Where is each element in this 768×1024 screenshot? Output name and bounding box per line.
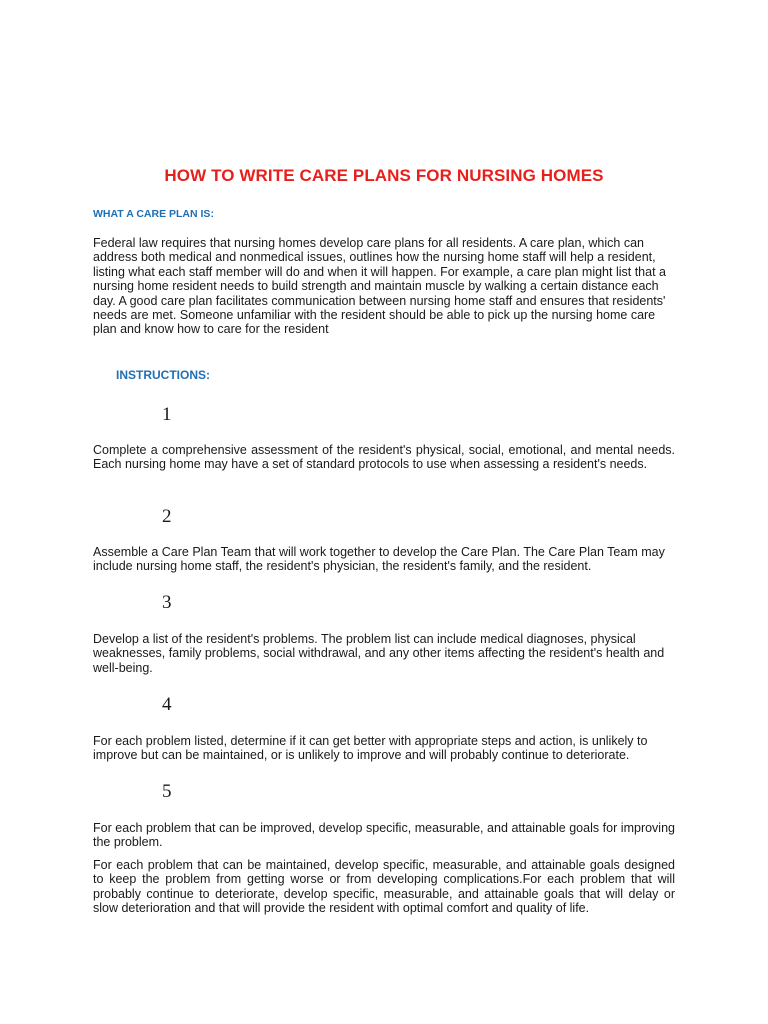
document-title: HOW TO WRITE CARE PLANS FOR NURSING HOMES <box>164 166 604 185</box>
step-text-5a: For each problem that can be improved, develop specific, measurable, and attainable goals for improving the problem. <box>93 821 675 850</box>
step-number-3: 3 <box>162 592 172 613</box>
intro-paragraph: Federal law requires that nursing homes develop care plans for all residents. A care plan, which can address both medical and nonmedical issues, outlines how the nursing home staff will help a resident, listing what each staff member will do and when it will happen. For example, a care plan might list that a nursing home resident needs to build strength and maintain muscle by walking a certain distance each day. A good care plan facilitates communication between nursing home staff and ensures that residents' needs are met. Someone unfamiliar with the resident should be able to pick up the nursing home care plan and know how to care for the resident <box>93 236 666 337</box>
step-number-1: 1 <box>162 404 172 425</box>
step-text-3: Develop a list of the resident's problems. The problem list can include medical diagnoses, physical weaknesses, family problems, social withdrawal, and any other items affecting the resident's health and well-being. <box>93 632 665 675</box>
step-text-2: Assemble a Care Plan Team that will work together to develop the Care Plan. The Care Plan Team may include nursing home staff, the resident's physician, the resident's family, and the resident. <box>93 545 665 574</box>
step-text-1: Complete a comprehensive assessment of the resident's physical, social, emotional, and mental needs. Each nursing home may have a set of standard protocols to use when assessing a resident's needs. <box>93 443 675 472</box>
section-heading-instructions: INSTRUCTIONS: <box>116 368 210 382</box>
step-number-4: 4 <box>162 694 172 715</box>
step-text-5b: For each problem that can be maintained, develop specific, measurable, and attainable goals designed to keep the problem from getting worse or from developing complications.For each problem that will probably continue to deteriorate, develop specific, measurable, and attainable goals that will delay or slow deterioration and that will provide the resident with optimal comfort and quality of life. <box>93 858 675 916</box>
step-text-4: For each problem listed, determine if it can get better with appropriate steps and action, is unlikely to improve but can be maintained, or is unlikely to improve and will probably continue to deteriorate. <box>93 734 648 763</box>
step-number-5: 5 <box>162 781 172 802</box>
section-heading-what-a-care-plan-is: WHAT A CARE PLAN IS: <box>93 208 214 220</box>
step-number-2: 2 <box>162 506 172 527</box>
